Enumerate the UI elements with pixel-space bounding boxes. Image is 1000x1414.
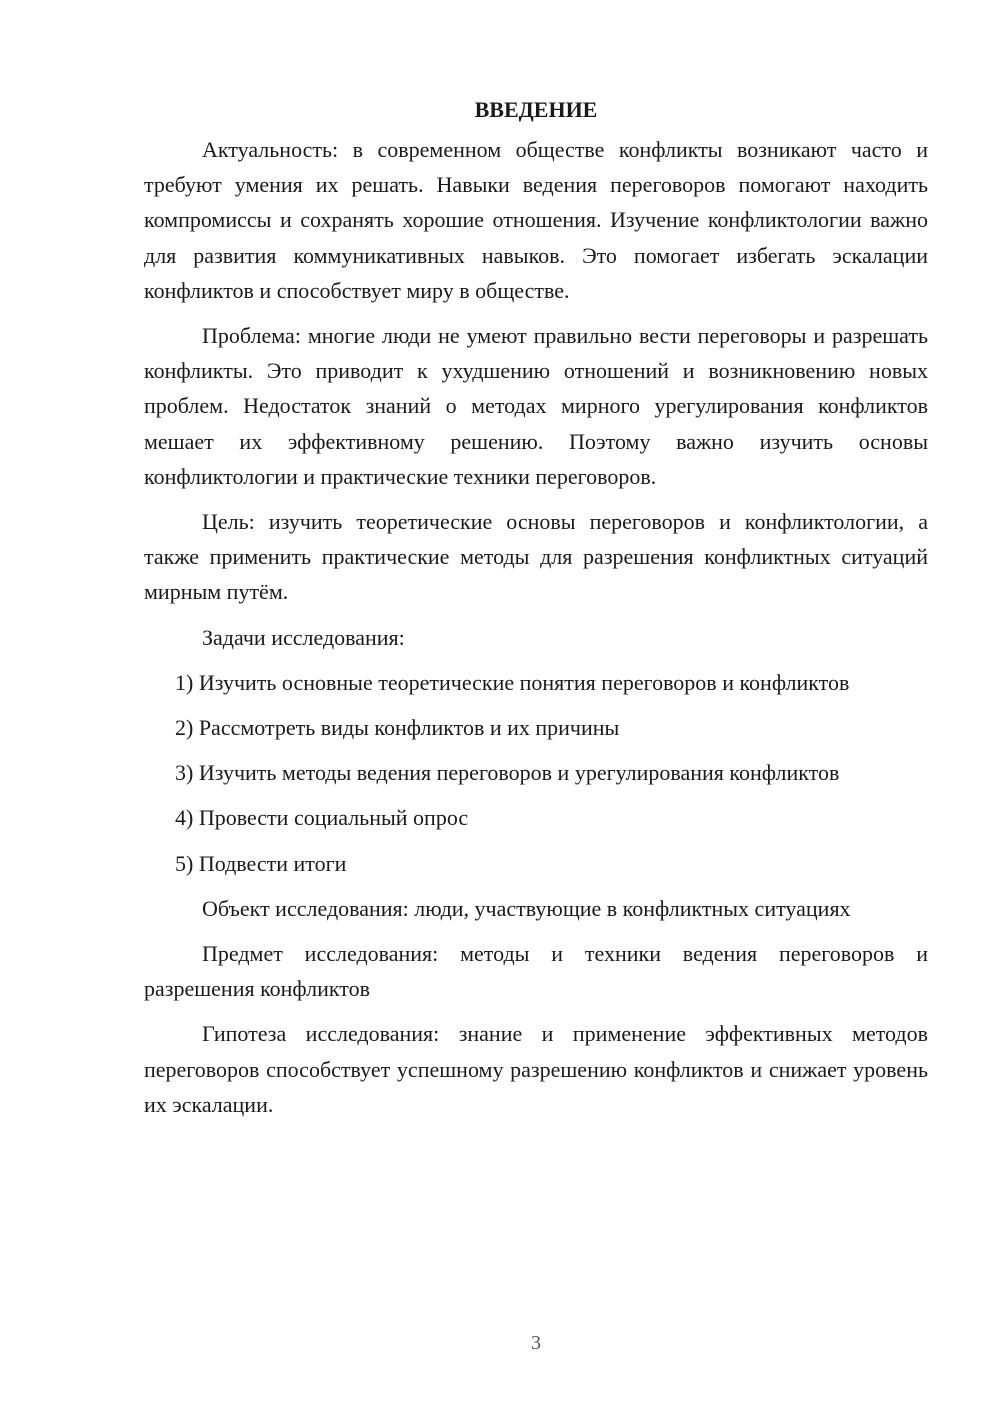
paragraph-object: Объект исследования: люди, участвующие в конфликтных ситуациях bbox=[202, 895, 851, 921]
tasks-list bbox=[144, 665, 928, 881]
paragraph-subject: Предмет исследования: методы и техники ведения переговоров и разрешения конфликтов bbox=[144, 941, 928, 1002]
paragraph-hypothesis: Гипотеза исследования: знание и применение эффективных методов переговоров способствует успешному разрешению конфликтов и снижает уровень их эскалации. bbox=[144, 1021, 928, 1117]
list-item: 3) Изучить методы ведения переговоров и урегулирования конфликтов bbox=[175, 760, 840, 786]
list-item: 5) Подвести итоги bbox=[175, 850, 347, 876]
paragraph-relevance: Актуальность: в современном обществе конфликты возникают часто и требуют умения их решать. Навыки ведения переговоров помогают находить компромиссы и сохранять хорошие отношения. Изучение конфликтологии важно для развития коммуникативных навыков. Это помогает избегать эскалации конфликтов и способствует миру в обществе. bbox=[144, 137, 928, 303]
tasks-heading: Задачи исследования: bbox=[202, 624, 405, 650]
page-number: 3 bbox=[531, 1332, 541, 1354]
list-item: 1) Изучить основные теоретические понятия переговоров и конфликтов bbox=[175, 669, 850, 695]
paragraph-goal: Цель: изучить теоретические основы переговоров и конфликтологии, а также применить практические методы для разрешения конфликтных ситуаций мирным путём. bbox=[144, 509, 928, 605]
list-item: 2) Рассмотреть виды конфликтов и их причины bbox=[175, 715, 620, 741]
list-item: 4) Провести социальный опрос bbox=[175, 805, 469, 831]
page-content bbox=[144, 92, 928, 1132]
section-title: ВВЕДЕНИЕ bbox=[474, 97, 598, 122]
paragraph-problem: Проблема: многие люди не умеют правильно вести переговоры и разрешать конфликты. Это приводит к ухудшению отношений и возникновению новых проблем. Недостаток знаний о методах мирного урегулирования конфликтов мешает их эффективному решению. Поэтому важно изучить основы конфликтологии и практические техники переговоров. bbox=[144, 323, 928, 489]
